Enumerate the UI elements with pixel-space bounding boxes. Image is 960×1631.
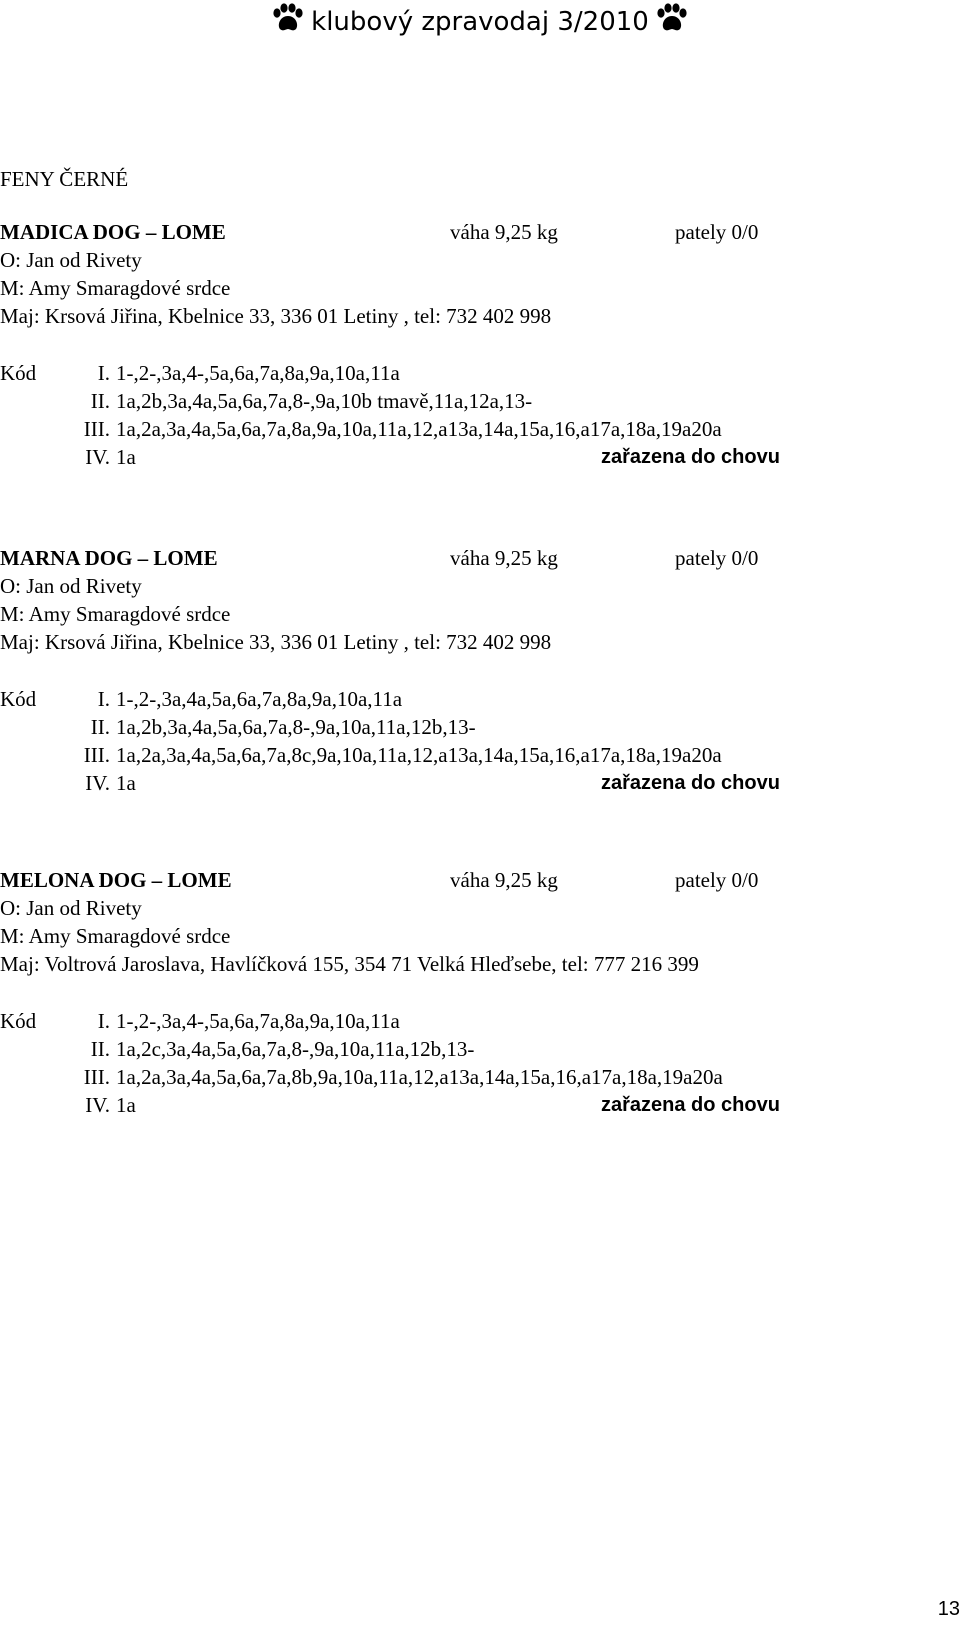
dog-weight: váha 9,25 kg — [450, 546, 558, 570]
dog-pately: pately 0/0 — [675, 220, 759, 244]
paw-print-icon — [271, 3, 305, 33]
dog-entry — [0, 866, 900, 1119]
code-numeral: IV. — [85, 771, 110, 795]
code-numeral: I. — [97, 361, 110, 385]
code-numeral: I. — [97, 687, 110, 711]
dog-weight: váha 9,25 kg — [450, 868, 558, 892]
code-numeral: III. — [83, 417, 110, 441]
dog-name: MELONA DOG – LOME — [0, 868, 232, 892]
kod-label: Kód — [0, 687, 37, 711]
code-values: 1a,2c,3a,4a,5a,6a,7a,8-,9a,10a,11a,12b,13- — [116, 1037, 475, 1061]
code-values: 1a — [116, 1093, 136, 1117]
breeding-status: zařazena do chovu — [601, 446, 780, 468]
breeding-status: zařazena do chovu — [601, 772, 780, 794]
code-values: 1-,2-,3a,4-,5a,6a,7a,8a,9a,10a,11a — [116, 1009, 400, 1033]
code-numeral: II. — [90, 389, 110, 413]
newsletter-title: klubový zpravodaj 3/2010 — [311, 7, 649, 37]
kod-label: Kód — [0, 1009, 37, 1033]
code-values: 1a,2a,3a,4a,5a,6a,7a,8c,9a,10a,11a,12,a13a,14a,15a,16,a17a,18a,19a20a — [116, 743, 722, 767]
dog-entry — [0, 218, 900, 471]
code-values: 1a,2a,3a,4a,5a,6a,7a,8a,9a,10a,11a,12,a13a,14a,15a,16,a17a,18a,19a20a — [116, 417, 722, 441]
kod-label: Kód — [0, 361, 37, 385]
dog-father: O: Jan od Rivety — [0, 574, 142, 598]
dog-pately: pately 0/0 — [675, 868, 759, 892]
code-numeral: I. — [97, 1009, 110, 1033]
dog-owner: Maj: Voltrová Jaroslava, Havlíčková 155, 354 71 Velká Hleďsebe, tel: 777 216 399 — [0, 952, 699, 976]
dog-entry — [0, 544, 900, 797]
dog-weight: váha 9,25 kg — [450, 220, 558, 244]
dog-mother: M: Amy Smaragdové srdce — [0, 924, 231, 948]
code-values: 1a — [116, 445, 136, 469]
page-header — [0, 2, 960, 42]
dog-name: MADICA DOG – LOME — [0, 220, 226, 244]
code-numeral: IV. — [85, 445, 110, 469]
dog-owner: Maj: Krsová Jiřina, Kbelnice 33, 336 01 Letiny , tel: 732 402 998 — [0, 304, 552, 328]
code-values: 1a,2b,3a,4a,5a,6a,7a,8-,9a,10a,11a,12b,13- — [116, 715, 476, 739]
code-numeral: II. — [90, 1037, 110, 1061]
code-values: 1a,2b,3a,4a,5a,6a,7a,8-,9a,10b tmavě,11a,12a,13- — [116, 389, 533, 413]
code-numeral: II. — [90, 715, 110, 739]
dog-father: O: Jan od Rivety — [0, 896, 142, 920]
code-values: 1-,2-,3a,4-,5a,6a,7a,8a,9a,10a,11a — [116, 361, 400, 385]
page-number: 13 — [937, 1598, 960, 1620]
code-values: 1a — [116, 771, 136, 795]
dog-father: O: Jan od Rivety — [0, 248, 142, 272]
code-values: 1-,2-,3a,4a,5a,6a,7a,8a,9a,10a,11a — [116, 687, 403, 711]
code-numeral: IV. — [85, 1093, 110, 1117]
dog-mother: M: Amy Smaragdové srdce — [0, 602, 231, 626]
code-numeral: III. — [83, 743, 110, 767]
dog-mother: M: Amy Smaragdové srdce — [0, 276, 231, 300]
dog-owner: Maj: Krsová Jiřina, Kbelnice 33, 336 01 Letiny , tel: 732 402 998 — [0, 630, 552, 654]
dog-pately: pately 0/0 — [675, 546, 759, 570]
dog-name: MARNA DOG – LOME — [0, 546, 218, 570]
breeding-status: zařazena do chovu — [601, 1094, 780, 1116]
code-numeral: III. — [83, 1065, 110, 1089]
section-title: FENY ČERNÉ — [0, 167, 129, 191]
paw-print-icon — [655, 3, 689, 33]
code-values: 1a,2a,3a,4a,5a,6a,7a,8b,9a,10a,11a,12,a13a,14a,15a,16,a17a,18a,19a20a — [116, 1065, 723, 1089]
